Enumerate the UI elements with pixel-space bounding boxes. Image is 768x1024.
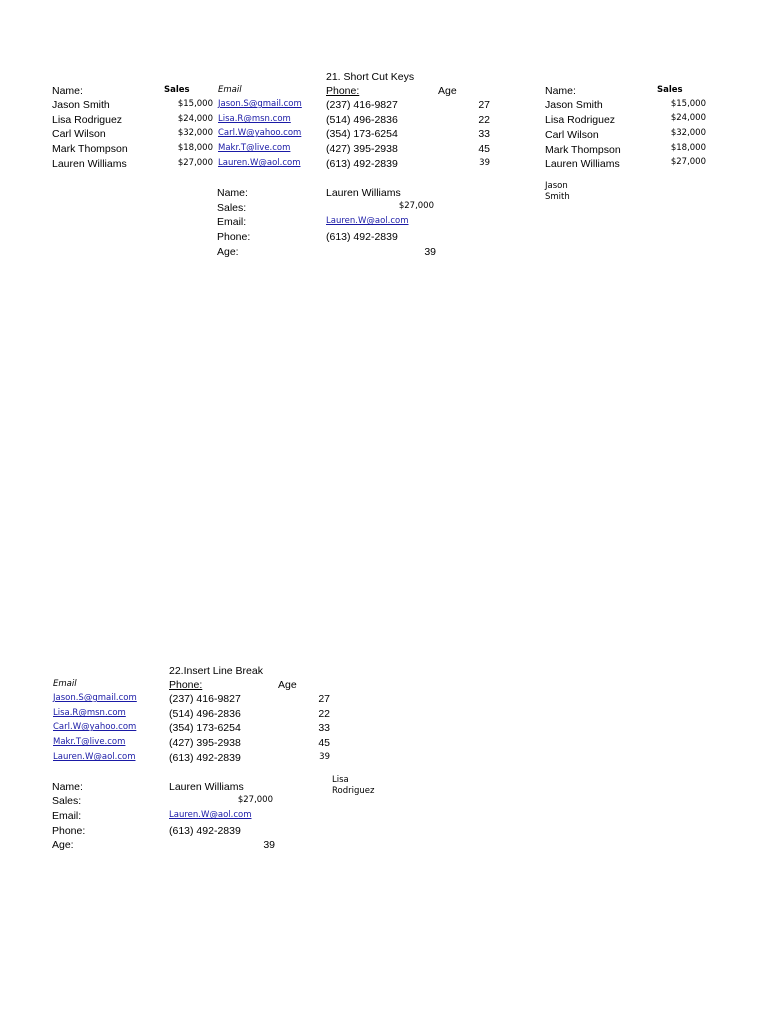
- cell-sales: $32,000: [177, 128, 213, 138]
- cell-email-link[interactable]: Carl.W@yahoo.com: [218, 128, 302, 138]
- cell-age: 33: [318, 722, 330, 734]
- section-22-title: 22.Insert Line Break: [169, 665, 263, 677]
- lookup-label-name: Name:: [52, 781, 83, 793]
- cell-phone: (613) 492-2839: [326, 158, 398, 170]
- cell-age: 22: [318, 708, 330, 720]
- cell-name: Jason Smith: [545, 99, 603, 111]
- cell-phone: (427) 395-2938: [326, 143, 398, 155]
- cell-email-link[interactable]: Lisa.R@msn.com: [53, 708, 126, 718]
- lookup-label-age: Age:: [52, 839, 74, 851]
- cell-phone: (427) 395-2938: [169, 737, 241, 749]
- header-email: Email: [53, 679, 77, 689]
- cell-email-link[interactable]: Lisa.R@msn.com: [218, 114, 291, 124]
- cell-phone: (354) 173-6254: [169, 722, 241, 734]
- cell-phone: (514) 496-2836: [169, 708, 241, 720]
- cell-phone: (354) 173-6254: [326, 128, 398, 140]
- cell-name: Lisa Rodriguez: [545, 114, 616, 126]
- wrapped-name-line1: Jason: [545, 181, 568, 191]
- cell-age: 33: [478, 128, 490, 140]
- lookup-value-sales: $27,000: [237, 795, 273, 805]
- header-phone: Phone:: [326, 85, 360, 97]
- lookup-label-phone: Phone:: [52, 825, 86, 837]
- lookup-value-phone: (613) 492-2839: [326, 231, 398, 243]
- wrapped-name-line2: Smith: [545, 192, 570, 202]
- cell-age: 45: [478, 143, 490, 155]
- cell-email-link[interactable]: Lauren.W@aol.com: [53, 752, 136, 762]
- lookup-value-email-link[interactable]: Lauren.W@aol.com: [326, 216, 409, 226]
- cell-phone: (237) 416-9827: [326, 99, 398, 111]
- lookup-value-name: Lauren Williams: [169, 781, 244, 793]
- cell-name: Jason Smith: [52, 99, 110, 111]
- right-header-sales: Sales: [657, 85, 683, 95]
- cell-name: Carl Wilson: [545, 129, 599, 141]
- lookup-value-phone: (613) 492-2839: [169, 825, 241, 837]
- cell-sales: $18,000: [177, 143, 213, 153]
- lookup-label-email: Email:: [217, 216, 247, 228]
- header-email: Email: [218, 85, 242, 95]
- cell-email-link[interactable]: Makr.T@live.com: [218, 143, 291, 153]
- right-header-name: Name:: [545, 85, 576, 97]
- lookup-label-email: Email:: [52, 810, 82, 822]
- cell-age: 39: [479, 158, 490, 168]
- cell-name: Mark Thompson: [545, 144, 621, 156]
- lookup-value-name: Lauren Williams: [326, 187, 401, 199]
- header-age: Age: [438, 85, 457, 97]
- cell-email-link[interactable]: Makr.T@live.com: [53, 737, 126, 747]
- wrapped-name-line2: Rodriguez: [332, 786, 375, 796]
- cell-phone: (237) 416-9827: [169, 693, 241, 705]
- lookup-label-sales: Sales:: [52, 795, 82, 807]
- header-age: Age: [278, 679, 297, 691]
- cell-email-link[interactable]: Jason.S@gmail.com: [53, 693, 137, 703]
- lookup-value-age: 39: [263, 839, 275, 851]
- header-phone: Phone:: [169, 679, 203, 691]
- lookup-label-sales: Sales:: [217, 202, 247, 214]
- cell-sales: $15,000: [177, 99, 213, 109]
- lookup-value-email-link[interactable]: Lauren.W@aol.com: [169, 810, 252, 820]
- cell-email-link[interactable]: Jason.S@gmail.com: [218, 99, 302, 109]
- header-name: Name:: [52, 85, 83, 97]
- cell-sales: $27,000: [177, 158, 213, 168]
- cell-email-link[interactable]: Carl.W@yahoo.com: [53, 722, 137, 732]
- wrapped-name-line1: Lisa: [332, 775, 349, 785]
- cell-email-link[interactable]: Lauren.W@aol.com: [218, 158, 301, 168]
- lookup-label-phone: Phone:: [217, 231, 251, 243]
- cell-age: 39: [319, 752, 330, 762]
- cell-sales: $24,000: [177, 114, 213, 124]
- cell-name: Carl Wilson: [52, 128, 106, 140]
- cell-age: 22: [478, 114, 490, 126]
- lookup-value-age: 39: [424, 246, 436, 258]
- cell-phone: (514) 496-2836: [326, 114, 398, 126]
- section-21-title: 21. Short Cut Keys: [326, 71, 415, 83]
- cell-name: Mark Thompson: [52, 143, 128, 155]
- lookup-value-sales: $27,000: [398, 201, 434, 211]
- cell-age: 45: [318, 737, 330, 749]
- cell-name: Lisa Rodriguez: [52, 114, 123, 126]
- cell-sales: $32,000: [670, 128, 706, 138]
- cell-age: 27: [318, 693, 330, 705]
- cell-sales: $18,000: [670, 143, 706, 153]
- cell-sales: $24,000: [670, 113, 706, 123]
- cell-sales: $27,000: [670, 157, 706, 167]
- cell-name: Lauren Williams: [545, 158, 620, 170]
- cell-name: Lauren Williams: [52, 158, 127, 170]
- cell-sales: $15,000: [670, 99, 706, 109]
- header-sales: Sales: [164, 85, 190, 95]
- lookup-label-name: Name:: [217, 187, 248, 199]
- cell-age: 27: [478, 99, 490, 111]
- cell-phone: (613) 492-2839: [169, 752, 241, 764]
- lookup-label-age: Age:: [217, 246, 239, 258]
